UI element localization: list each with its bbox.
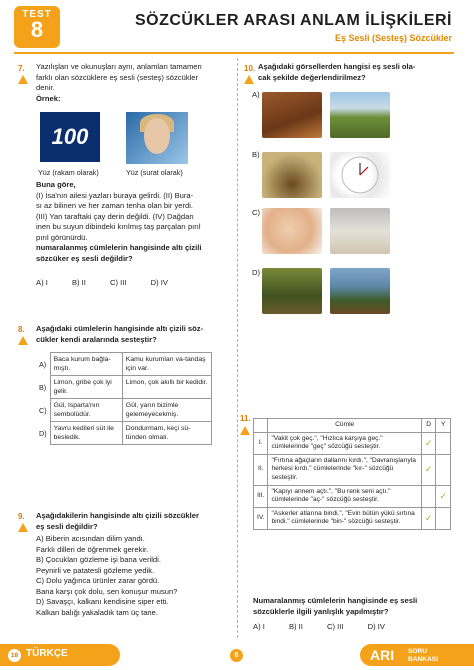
q9-question-line: Aşağıdakilerin hangisinde altı çizili sözcükler [36,511,199,520]
warning-icon [240,426,250,435]
q11-row-number: IV. [254,507,268,529]
q7-intro-line: denir. [36,83,55,92]
q9-option-b[interactable]: B) Çocukları gözleme işi bana verildi. [36,555,161,564]
q7-body [36,180,226,264]
footer-left-page: 18 [8,649,21,662]
q7-line: pırıl görünürdü. [36,232,88,242]
q7-question: sözcüker eş sesli değildir? [36,253,133,263]
q8-cell-left: Baca kurum bağla-mıştı. [50,353,122,376]
q7-option-b[interactable]: B) II [71,278,86,287]
q8-row-label: C) [39,405,47,415]
q7-line: sı az bilinen ve her zaman tenha olan bir yerdi. [36,201,194,210]
face-image [126,112,188,164]
q8-cell-right: Kamu kurumları va-tandaş için var. [122,353,211,376]
q7-number: 7. [18,64,25,73]
q10-question [258,62,458,83]
q11-question-line: Numaralanmış cümlelerin hangisinde eş sesli [253,596,418,605]
q7-intro-line: farklı olan sözcüklere eş sesli (sesteş) sözcükler [36,72,199,82]
q9-option-line: Peynirli ve patatesli gözleme yedik. [36,565,155,575]
q9-option-a[interactable]: A) Biberin acısından dilim yandı. [36,534,145,543]
table-row [254,454,451,485]
clock-image [330,152,390,198]
q7-line: (III) Yan taraftaki çay derin değildi. (IV) Dağdan [36,211,194,221]
q9-option-line: Bana karşı çok dolu, sen konuşur musun? [36,586,178,596]
q11-option-d[interactable]: D) IV [367,622,385,631]
q8-cell-left: Gül, Isparta'nın sembolüdür. [50,399,122,422]
brand-sub [408,648,438,663]
warning-icon [18,336,28,345]
q8-number: 8. [18,325,25,334]
q11-row-text: "Askerler atlarına bindi.", "Evin bütün yükü sırtına bindi." cümlelerinde "bin-" sözcüğü sesteştir. [268,507,421,529]
table-row [254,485,451,507]
q8-row-label: A) [39,359,47,369]
q7-option-a[interactable]: A) I [36,278,48,287]
table-header-row [254,419,451,433]
scorpion-image [262,152,322,198]
q9-question-line: eş sesli değildir? [36,521,98,531]
q11-option-a[interactable]: A) I [253,622,265,631]
brand-logo: ARI [370,647,395,663]
footer-mid-page: 6 [230,649,243,662]
check-icon: ✓ [421,454,436,485]
q10-label-c[interactable]: C) [252,208,261,217]
warning-icon [18,523,28,532]
q7-buna-gore: Buna göre, [36,180,76,189]
q10-label-b[interactable]: B) [252,150,260,159]
table-row [254,507,451,529]
footer [0,640,474,670]
q7-line: inen bu suyun dibindeki kırılmış taş parçaları pırıl [36,222,201,231]
brand-sub-line: SORU [408,648,428,655]
vine-image [262,268,322,314]
q10-number: 10. [244,64,256,73]
check-icon: ✓ [421,507,436,529]
q7-option-d[interactable]: D) IV [150,278,168,287]
header-divider [14,52,454,54]
baby-image [262,208,322,254]
q11-question [253,596,453,617]
q8-question [36,324,226,345]
page-subtitle: Eş Sesli (Sesteş) Sözcükler [334,33,452,43]
check-icon: ✓ [421,432,436,454]
caption-number: Yüz (rakam olarak) [38,168,99,177]
q7-example-label: Örnek: [36,93,61,103]
q10-label-a[interactable]: A) [252,90,260,99]
q8-cell-right: Dondurmam, keçi sü-tünden olmalı. [122,422,211,445]
column-divider [237,58,238,638]
q9-option-line: Kalkan balığı yakaladık tam üç tane. [36,607,158,617]
check-icon [436,432,451,454]
q7-option-c[interactable]: C) III [110,278,127,287]
warning-icon [244,75,254,84]
q8-row-label: D) [39,428,47,438]
q8-table [36,352,212,445]
footer-subject: TÜRKÇE [26,648,68,659]
q8-question-line: cükler kendi aralarında sesteştir? [36,334,157,344]
q11-row-number: II. [254,454,268,485]
q11-row-number: III. [254,485,268,507]
q9-option-line: Farklı dilleri de öğrenmek gerekir. [36,544,149,554]
test-badge [14,6,60,48]
q11-row-text: "Kapıyı annem açtı.", "Bu renk seni açtı." cümlelerinde "aç-" sözcüğü sesteştir. [268,485,421,507]
hundred-image: 100 [40,112,100,162]
table-row[interactable] [36,399,212,422]
brand-sub-line: BANKASI [408,655,439,663]
q8-question-line: Aşağıdaki cümlelerin hangisinde altı çizili söz- [36,324,204,333]
face-shape [144,118,170,154]
table-row [254,432,451,454]
q10-question-line: Aşağıdaki görsellerden hangisi eş sesli ola- [258,62,416,71]
q11-row-text: "Fırtına ağaçların dallarını kırdı.", "Davranışlarıyla herkesi kırdı." cümlelerinde "kır-" sözcüğü sesteştir. [268,454,421,485]
caption-face: Yüz (surat olarak) [126,168,183,177]
q11-options [253,622,407,631]
clock-icon [330,152,390,198]
q8-cell-left: Yavru kedileri süt ile besledik. [50,422,122,445]
q7-line: (I) İsa'nın ailesi yazları buraya gelirdi. (II) Bura- [36,190,194,200]
q11-table [253,418,451,530]
q11-row-number: I. [254,432,268,454]
warning-icon [18,75,28,84]
table-row[interactable] [36,422,212,445]
q11-header-y: Y [436,419,451,433]
q7-options [36,278,190,287]
q9-option-c[interactable]: C) Dolu yağınca ürünler zarar gördü. [36,576,160,585]
q8-cell-right: Limon, çok akıllı bir kedidir. [122,376,211,399]
wall-image [330,208,390,254]
test-label: TEST [22,9,52,20]
q9-option-d[interactable]: D) Savaşçı, kalkanı kendisine siper etti. [36,597,169,606]
backpain-image [330,268,390,314]
q10-label-d[interactable]: D) [252,268,261,277]
q9-options [36,534,232,618]
q8-cell-left: Limon, gribe çok iyi gelir. [50,376,122,399]
check-icon: ✓ [436,485,451,507]
q10-question-line: cak şekilde değerlendirilmez? [258,72,366,82]
table-row[interactable] [36,353,212,376]
q9-number: 9. [18,512,25,521]
q7-intro [36,62,226,104]
q11-option-b[interactable]: B) II [288,622,303,631]
q8-row-label: B) [39,382,47,392]
q8-cell-right: Gül, yarın bizimle gelemeyecekmiş. [122,399,211,422]
q11-number: 11. [240,414,251,423]
q11-question-line: sözcüklerle ilgili yanlışlık yapılmıştır? [253,606,389,616]
q11-row-text: "Vakit çok geç.", "Hızlıca karşıya geç." cümlelerinde "geç" sözcüğü sesteştir. [268,432,421,454]
check-icon [436,454,451,485]
orchard-image [330,92,390,138]
table-row[interactable] [36,376,212,399]
check-icon [421,485,436,507]
q7-intro-line: Yazılışları ve okunuşları aynı, anlamları tamamen [36,62,202,71]
q9-question [36,511,226,532]
q11-header-empty [254,419,268,433]
check-icon [436,507,451,529]
page-title: SÖZCÜKLER ARASI ANLAM İLİŞKİLERİ [134,12,452,29]
shoelace-image [262,92,322,138]
q11-header-d: D [421,419,436,433]
q11-option-c[interactable]: C) III [327,622,344,631]
q11-header-cumle: Cümle [268,419,421,433]
q7-question: numaralanmış cümlelerin hangisinde altı çizili [36,243,202,252]
test-number: 8 [30,17,44,42]
